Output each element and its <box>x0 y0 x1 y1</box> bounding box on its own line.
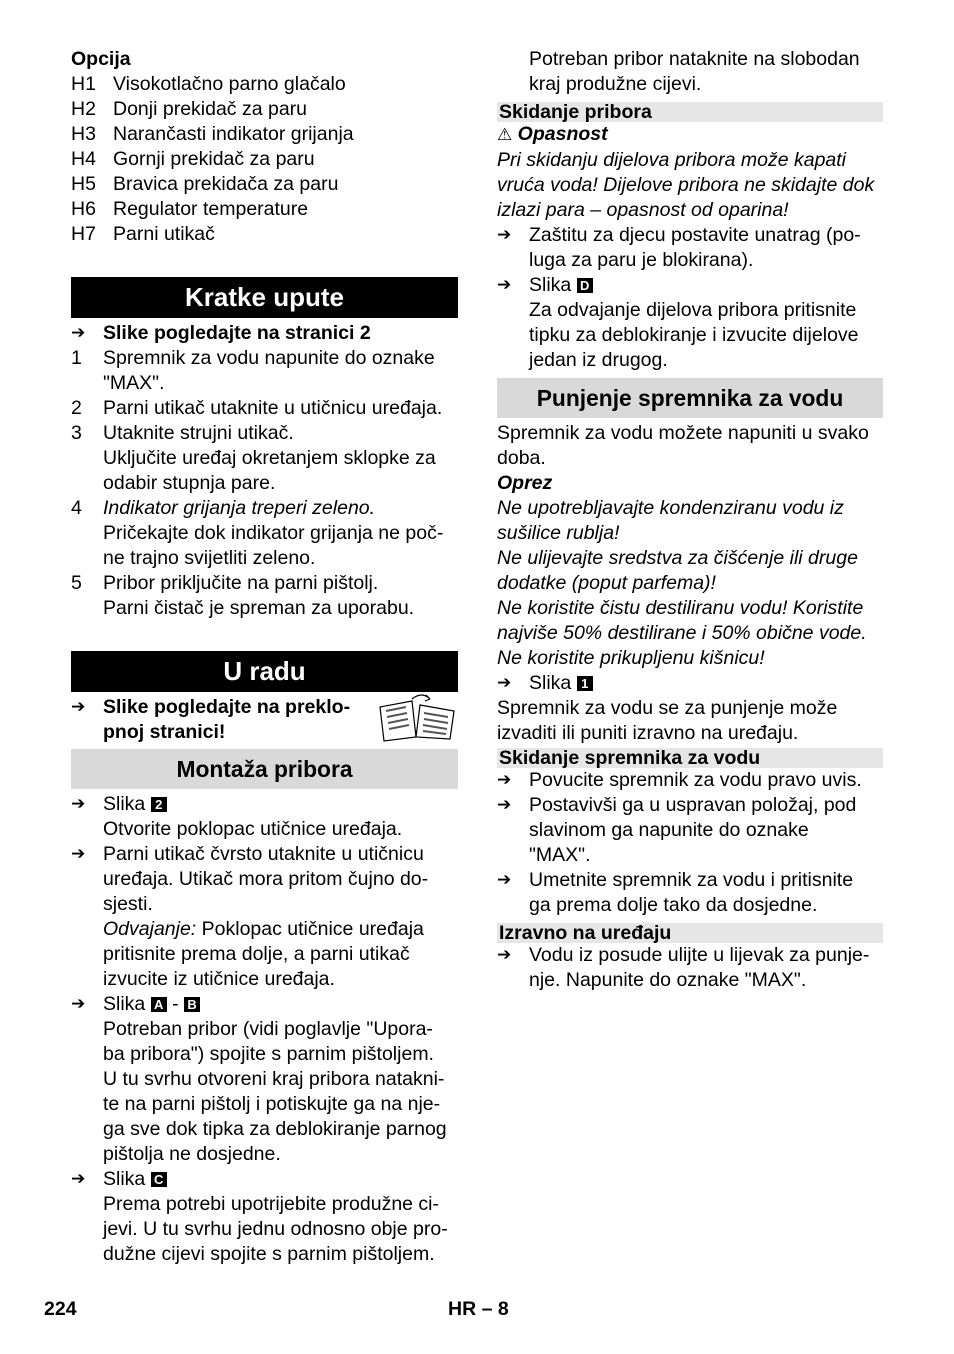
list-item: H5 Bravica prekidača za paru <box>71 173 339 195</box>
figure-label: 1 <box>577 676 593 691</box>
arrow-right-icon: ➔ <box>497 945 512 965</box>
heading-skidanje-spremnika: Skidanje spremnika za vodu <box>497 748 883 768</box>
heading-izravno-na-uredaju: Izravno na uređaju <box>497 923 883 943</box>
arrow-right-icon: ➔ <box>71 844 86 864</box>
arrow-right-icon: ➔ <box>497 870 512 890</box>
list-item: ➔ Vodu iz posude ulijte u lijevak za punje- nje. Napunite do oznake "MAX". <box>497 944 870 991</box>
danger-label: ⚠ Opasnost <box>497 123 608 145</box>
list-item: H3 Narančasti indikator grijanja <box>71 123 354 145</box>
list-item: 5 Pribor priključite na parni pištolj. Parni čistač je spreman za uporabu. <box>71 572 415 619</box>
warning-triangle-icon: ⚠ <box>497 125 513 145</box>
list-item: ➔ Slika 1 <box>497 671 883 696</box>
list-item: ➔ Slika C Prema potrebi upotrijebite produžne ci- jevi. U tu svrhu jednu odnosno obje pro- dužne cijevi spojite s parnim pištoljem. <box>71 1168 448 1265</box>
see-foldout-note: ➔ Slike pogledajte na preklo- pnoj stranici! <box>71 695 458 745</box>
heading-kratke-upute: Kratke upute <box>71 277 458 318</box>
paragraph: Spremnik za vodu možete napuniti u svako doba. <box>497 422 869 469</box>
list-item: H6 Regulator temperature <box>71 198 309 220</box>
caution-label: Oprez <box>497 472 553 494</box>
list-item: H1 Visokotlačno parno glačalo <box>71 73 346 95</box>
figure-label: 2 <box>151 797 167 812</box>
arrow-right-icon: ➔ <box>71 994 86 1014</box>
arrow-right-icon: ➔ <box>497 770 512 790</box>
danger-text: Pri skidanju dijelova pribora može kapati vruća voda! Dijelove pribora ne skidajte dok izlazi para – opasnost od oparina! <box>497 149 875 221</box>
list-item: 4 Indikator grijanja treperi zeleno. Pričekajte dok indikator grijanja ne poč- ne trajno svijetliti zeleno. <box>71 497 444 569</box>
heading-punjenje-spremnika: Punjenje spremnika za vodu <box>497 378 883 418</box>
section-code: HR – 8 <box>448 1298 509 1320</box>
see-page-note: ➔ Slike pogledajte na stranici 2 <box>71 322 371 344</box>
figure-label: A <box>151 997 167 1012</box>
paragraph: Spremnik za vodu se za punjenje može izvaditi ili puniti izravno na uređaju. <box>497 697 838 744</box>
figure-label: D <box>577 278 593 293</box>
heading-montaza-pribora: Montaža pribora <box>71 749 458 789</box>
arrow-right-icon: ➔ <box>497 225 512 245</box>
options-list <box>71 72 458 247</box>
arrow-right-icon: ➔ <box>497 795 512 815</box>
caution-text: Ne upotrebljavajte kondenziranu vodu iz sušilice rublja! Ne ulijevajte sredstva za čišćenje ili druge dodatke (poput parfema)! Ne koristite čistu destiliranu vodu! Koristite najviše 50% destilirane i 50% obične vode. Ne koristite prikupljenu kišnicu! <box>497 497 867 669</box>
continued-text: Potreban pribor nataknite na slobodan kraj produžne cijevi. <box>529 48 860 95</box>
open-booklet-icon <box>376 693 458 743</box>
arrow-right-icon: ➔ <box>71 323 86 343</box>
page-number: 224 <box>44 1298 77 1320</box>
list-item: ➔ Parni utikač čvrsto utaknite u utičnicu uređaja. Utikač mora pritom čujno do- sjesti. Odvajanje: Poklopac utičnice uređaja pritisnite prema dolje, a parni utikač izvucite iz utičnice uređaja. <box>71 843 429 990</box>
list-item: H4 Gornji prekidač za paru <box>71 148 315 170</box>
list-item: ➔ Zaštitu za djecu postavite unatrag (po- luga za paru je blokirana). <box>497 224 861 271</box>
heading-skidanje-pribora: Skidanje pribora <box>497 102 883 122</box>
list-item: 1 Spremnik za vodu napunite do oznake "MAX". <box>71 347 435 394</box>
figure-label: B <box>184 997 200 1012</box>
list-item: ➔ Povucite spremnik za vodu pravo uvis. <box>497 769 862 791</box>
arrow-right-icon: ➔ <box>71 697 86 717</box>
heading-u-radu: U radu <box>71 651 458 692</box>
arrow-right-icon: ➔ <box>497 275 512 295</box>
list-item: 3 Utaknite strujni utikač. Uključite uređaj okretanjem sklopke za odabir stupnja pare. <box>71 422 436 494</box>
arrow-right-icon: ➔ <box>71 1169 86 1189</box>
left-column <box>71 47 458 1267</box>
arrow-right-icon: ➔ <box>71 794 86 814</box>
list-item: ➔ Slika A - B Potreban pribor (vidi poglavlje "Upora- ba pribora") spojite s parnim pištoljem. U tu svrhu otvoreni kraj pribora natakni- te na parni pištolj i potiskujte ga na nje- ga sve dok tipka za deblokiranje parnog pištolja ne dosjedne. <box>71 993 447 1165</box>
arrow-right-icon: ➔ <box>497 673 512 693</box>
list-item: 2 Parni utikač utaknite u utičnicu uređaja. <box>71 397 443 419</box>
list-item: ➔ Slika 2 Otvorite poklopac utičnice uređaja. <box>71 793 403 840</box>
figure-label: C <box>151 1172 167 1187</box>
right-column <box>497 47 883 993</box>
list-item: H2 Donji prekidač za paru <box>71 98 308 120</box>
options-title: Opcija <box>71 48 131 70</box>
list-item: ➔ Slika D Za odvajanje dijelova pribora pritisnite tipku za deblokiranje i izvucite dijelove jedan iz drugog. <box>497 274 859 371</box>
list-item: H7 Parni utikač <box>71 223 215 245</box>
list-item: ➔ Umetnite spremnik za vodu i pritisnite ga prema dolje tako da dosjedne. <box>497 869 854 916</box>
list-item: ➔ Postavivši ga u uspravan položaj, pod slavinom ga napunite do oznake "MAX". <box>497 794 857 866</box>
